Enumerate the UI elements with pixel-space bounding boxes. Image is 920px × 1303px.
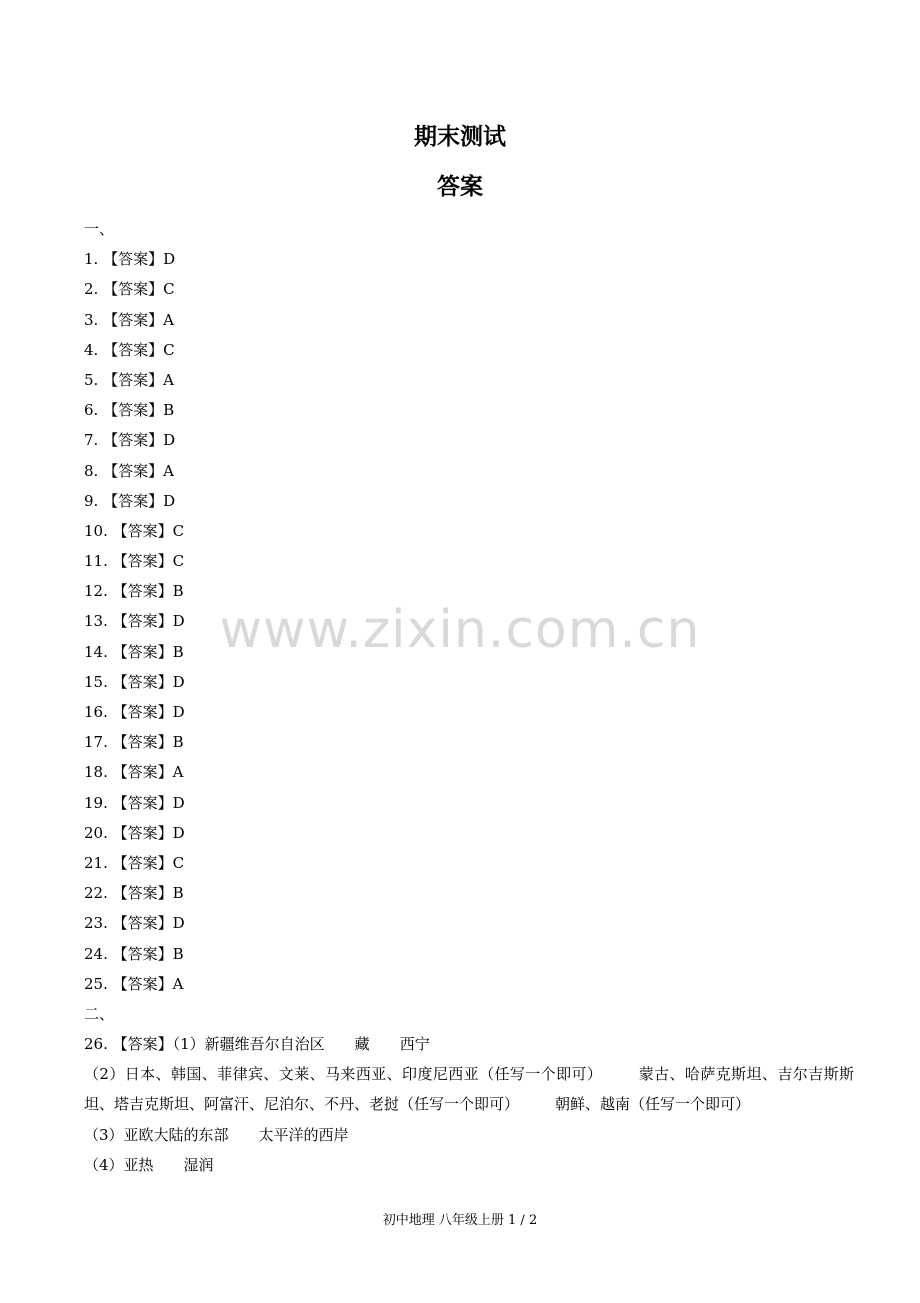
q26-part3-a: （3）亚欧大陆的东部: [84, 1125, 229, 1144]
q26-part4-a: （4）亚热: [84, 1155, 154, 1174]
q26-part1-c: 西宁: [399, 1035, 430, 1054]
answer-item: 6. 【答案】B: [84, 401, 175, 420]
answer-item: 22. 【答案】B: [84, 884, 184, 903]
q26-part3-b: 太平洋的西岸: [258, 1125, 349, 1144]
answer-list: [84, 244, 854, 999]
answer-item: 9. 【答案】D: [84, 491, 176, 510]
answer-item: 16. 【答案】D: [84, 703, 185, 721]
q26-part1-a: 26. 【答案】（1）新疆维吾尔自治区: [84, 1035, 325, 1054]
answer-item: 4. 【答案】C: [84, 340, 175, 359]
answer-item: 7. 【答案】D: [84, 431, 176, 450]
answer-item: 1. 【答案】D: [84, 250, 176, 269]
answer-item: 11. 【答案】C: [84, 552, 185, 571]
answer-item: 17. 【答案】B: [84, 733, 184, 752]
q26-part2-b: 蒙古、哈萨克斯坦、吉尔吉斯斯坦、塔吉克斯坦、阿富汗、尼泊尔、不丹、老挝（任写一个即可）: [84, 1065, 854, 1114]
answer-item: 10. 【答案】C: [84, 521, 185, 540]
page-subtitle: 答案: [437, 174, 483, 200]
answer-item: 21. 【答案】C: [84, 853, 185, 872]
answer-item: 19. 【答案】D: [84, 793, 185, 812]
q26-part4: [84, 1150, 854, 1180]
answer-item: 15. 【答案】D: [84, 672, 185, 691]
answer-item: 12. 【答案】B: [84, 582, 184, 601]
answer-item: 2. 【答案】C: [84, 280, 175, 299]
page-footer: 初中地理 八年级上册 1 / 2: [382, 1213, 538, 1228]
answer-item: 13. 【答案】D: [84, 612, 185, 631]
q26-part4-b: 湿润: [183, 1155, 214, 1174]
q26-part2: [84, 1059, 854, 1119]
answer-body: [84, 214, 854, 1180]
answer-item: 18. 【答案】A: [84, 763, 184, 782]
answer-item: 20. 【答案】D: [84, 823, 185, 842]
answer-item: 5. 【答案】A: [84, 370, 174, 389]
section-heading-1: 一、: [84, 220, 115, 238]
q26-part1-b: 藏: [354, 1035, 370, 1054]
q26-part1: [84, 1029, 854, 1059]
answer-item: 8. 【答案】A: [84, 461, 174, 480]
watermark: www.zixin.com.cn: [219, 600, 701, 660]
answer-item: 25. 【答案】A: [84, 974, 184, 993]
q26-part3: [84, 1120, 854, 1150]
q26-part2-c: 朝鲜、越南（任写一个即可）: [555, 1095, 751, 1114]
answer-item: 23. 【答案】D: [84, 914, 185, 933]
answer-item: 14. 【答案】B: [84, 642, 184, 661]
section-heading-2: 二、: [84, 1004, 115, 1023]
answer-item: 3. 【答案】A: [84, 310, 174, 329]
q26-part2-a: （2）日本、韩国、菲律宾、文莱、马来西亚、印度尼西亚（任写一个即可）: [84, 1065, 603, 1084]
page-title: 期末测试: [414, 124, 506, 150]
answer-item: 24. 【答案】B: [84, 944, 184, 963]
